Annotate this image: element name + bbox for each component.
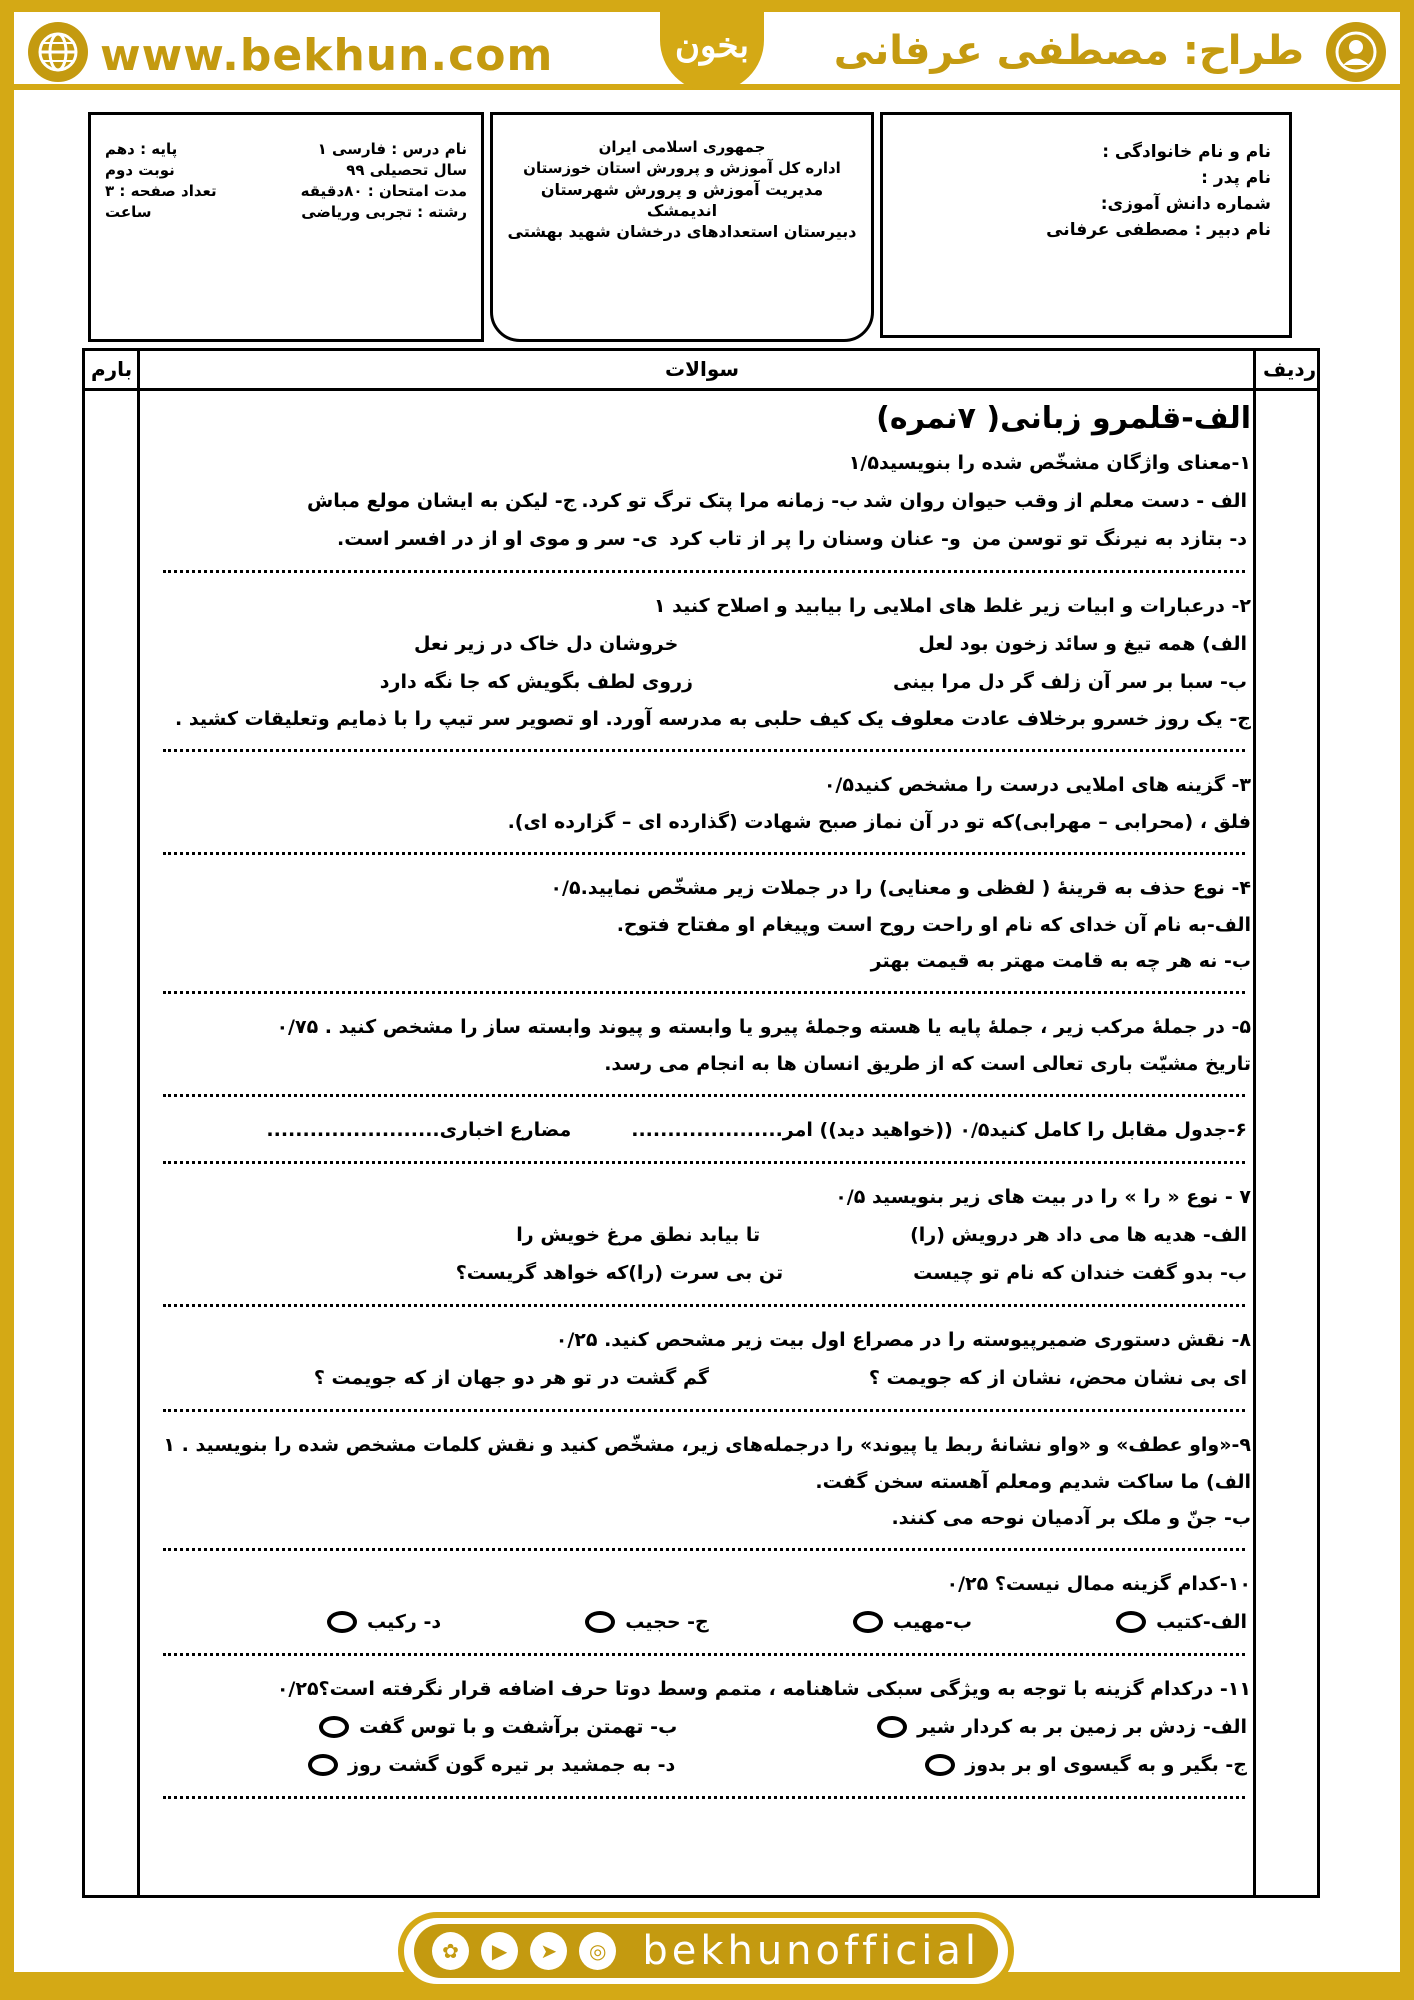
q11-a-label: الف- زدش بر زمین بر به کردار شیر xyxy=(917,1716,1247,1738)
answer-line[interactable] xyxy=(163,991,1245,994)
option-circle[interactable] xyxy=(308,1754,338,1776)
question-10: ۱۰-کدام گزینه ممال نیست؟ ۰/۲۵ xyxy=(946,1573,1251,1595)
q11-c-label: ج- بگیر و به گیسوی او بر بدوز xyxy=(965,1754,1247,1776)
time-label: ساعت xyxy=(105,203,152,221)
q10-option-d[interactable] xyxy=(327,1603,441,1641)
brand-logo: بخون xyxy=(660,0,764,92)
section-title: الف-قلمرو زبانی( ۷نمره) xyxy=(876,401,1251,436)
question-4: ۴- نوع حذف به قرینۀ ( لفظی و معنایی) را در جملات زیر مشخّص نمایید.۰/۵ xyxy=(550,877,1251,899)
subject-label: نام درس : فارسی ۱ xyxy=(317,140,467,158)
questions-content xyxy=(143,395,1265,1895)
social-bar xyxy=(414,1924,998,1978)
q10-a-label: الف-کتیب xyxy=(1156,1611,1247,1633)
org-line-5: دبیرستان استعدادهای درخشان شهید بهشتی xyxy=(507,222,857,241)
q2-b1: ب- سبا بر سر آن زلف گر دل مرا بینی xyxy=(892,671,1247,693)
q11-option-a[interactable] xyxy=(877,1708,1247,1746)
student-info-box xyxy=(880,112,1292,338)
q2-a2: خروشان دل خاک در زیر نعل xyxy=(413,633,679,655)
org-line-4: اندیمشک xyxy=(646,201,718,220)
row-column-header: ردیف xyxy=(1263,357,1317,381)
question-8: ۸- نقش دستوری ضمیرپیوسته را در مصراع اول بیت زیر مشحص کنید. ۰/۲۵ xyxy=(555,1329,1251,1351)
q1-d: د- بتازد به نیرنگ تو توسن من xyxy=(972,528,1247,550)
q2-a1: الف) همه تیغ و سائد زخون بود لعل xyxy=(918,633,1247,655)
q5-body: تاریخ مشیّت باری تعالی است که از طریق انسان ها به انجام می رسد. xyxy=(604,1053,1251,1075)
q9-a: الف) ما ساکت شدیم ومعلم آهسته سخن گفت. xyxy=(815,1471,1251,1493)
q9-b: ب- جنّ و ملک بر آدمیان نوحه می کنند. xyxy=(891,1507,1251,1529)
questions-table xyxy=(82,348,1320,1898)
q10-option-a[interactable] xyxy=(1116,1603,1247,1641)
q11-d-label: د- به جمشید بر تیره گون گشت روز xyxy=(347,1754,676,1776)
score-column-header: بارم xyxy=(91,357,133,381)
q8-b: گم گشت در تو هر دو جهان از که جویمت ؟ xyxy=(313,1367,709,1389)
field-label: رشته : تجربی وریاضی xyxy=(301,203,467,221)
question-9: ۹-«واو عطف» و «واو نشانۀ ربط یا پیوند» را درجمله‌های زیر، مشخّص کنید و نقش کلمات مشخص شده را بنویسید . ۱ xyxy=(163,1434,1251,1456)
designer-name: طراح: مصطفی عرفانی xyxy=(833,28,1304,74)
answer-line[interactable] xyxy=(163,570,1245,573)
org-line-3: مدیریت آموزش و پرورش شهرستان xyxy=(540,180,824,199)
website-url[interactable]: www.bekhun.com xyxy=(100,30,554,81)
year-label: سال تحصیلی ۹۹ xyxy=(346,161,467,179)
aparat-icon[interactable]: ✿ xyxy=(432,1932,469,1970)
question-2: ۲- درعبارات و ابیات زیر غلط های املایی را بیابید و اصلاح کنید ۱ xyxy=(653,595,1251,617)
q11-option-c[interactable] xyxy=(925,1746,1247,1784)
option-circle[interactable] xyxy=(925,1754,955,1776)
duration-label: مدت امتحان : ۸۰دقیقه xyxy=(300,182,467,200)
social-handle[interactable]: bekhunofficial xyxy=(642,1928,981,1974)
q7-a2: تا بیابد نطق مرغ خویش را xyxy=(516,1224,761,1246)
q11-b-label: ب- تهمتن برآشفت و با توس گفت xyxy=(359,1716,678,1738)
q11-option-d[interactable] xyxy=(308,1746,675,1784)
youtube-icon[interactable]: ▶ xyxy=(481,1932,518,1970)
questions-column-header: سوالات xyxy=(665,357,740,381)
score-column-divider xyxy=(137,351,140,1895)
q8-a: ای بی نشان محض، نشان از که جویمت ؟ xyxy=(868,1367,1247,1389)
grade-label: پایه : دهم xyxy=(105,140,178,158)
q10-b-label: ب-مهیب xyxy=(892,1611,973,1633)
q7-b2: تن بی سرت (را)که خواهد گریست؟ xyxy=(455,1262,784,1284)
q7-b1: ب- بدو گفت خندان که نام تو چیست xyxy=(913,1262,1247,1284)
instagram-icon[interactable]: ◎ xyxy=(579,1932,616,1970)
father-name-label: نام پدر : xyxy=(1201,168,1271,188)
q1-a: الف - دست معلم از وقب حیوان روان شد xyxy=(863,490,1247,512)
q1-f: ی- سر و موی او از در افسر است. xyxy=(337,528,658,550)
question-6: ۶-جدول مقابل را کامل کنید۰/۵ ((خواهید دید)) امر..................... xyxy=(631,1119,1247,1141)
term-label: نوبت دوم xyxy=(105,161,175,179)
answer-line[interactable] xyxy=(163,1653,1245,1656)
org-line-1: جمهوری اسلامی ایران xyxy=(598,138,766,156)
option-circle[interactable] xyxy=(327,1611,357,1633)
question-3: ۳- گزینه های املایی درست را مشخص کنید۰/۵ xyxy=(823,774,1251,796)
answer-line[interactable] xyxy=(163,1796,1245,1799)
q10-c-label: ج- حجیب xyxy=(625,1611,709,1633)
answer-line[interactable] xyxy=(163,852,1245,855)
option-circle[interactable] xyxy=(585,1611,615,1633)
q10-option-c[interactable] xyxy=(585,1603,708,1641)
question-7: ۷ - نوع « را » را در بیت های زیر بنویسید ۰/۵ xyxy=(835,1186,1251,1208)
answer-line[interactable] xyxy=(163,1409,1245,1412)
telegram-icon[interactable]: ➤ xyxy=(530,1932,567,1970)
q10-d-label: د- رکیب xyxy=(367,1611,442,1633)
option-circle[interactable] xyxy=(853,1611,883,1633)
q6-tail: مضارع اخباری........................ xyxy=(266,1119,572,1141)
answer-line[interactable] xyxy=(163,749,1245,752)
answer-line[interactable] xyxy=(163,1304,1245,1307)
question-1: ۱-معنای واژگان مشخّص شده را بنویسید۱/۵ xyxy=(848,452,1251,474)
q10-option-b[interactable] xyxy=(853,1603,972,1641)
globe-icon xyxy=(28,22,88,82)
student-name-label: نام و نام خانوادگی : xyxy=(1102,142,1271,162)
q1-c: ج- لیکن به ایشان مولع مباش xyxy=(307,490,577,512)
q7-a1: الف- هدیه ها می داد هر درویش (را) xyxy=(910,1224,1247,1246)
social-footer xyxy=(398,1912,1014,1990)
question-11: ۱۱- درکدام گزینه با توجه به ویژگی سبکی شاهنامه ، متمم وسط دوتا حرف اضافه قرار نگرفته است؟۰/۲۵ xyxy=(276,1678,1251,1700)
q3-body: فلق ، (محرابی – مهرابی)که تو در آن نماز صبح شهادت (گذارده ای – گزارده ای). xyxy=(507,811,1251,833)
student-number-label: شماره دانش آموزی: xyxy=(1100,194,1271,214)
answer-line[interactable] xyxy=(163,1094,1245,1097)
q1-e: و- عنان وسنان را پر از تاب کرد xyxy=(669,528,961,550)
pages-label: تعداد صفحه : ۳ xyxy=(105,182,217,200)
q4-b: ب- نه هر چه به قامت مهتر به قیمت بهتر xyxy=(870,950,1251,972)
teacher-name-label: نام دبیر : مصطفی عرفانی xyxy=(1046,220,1271,240)
org-line-2: اداره کل آموزش و پرورش استان خوزستان xyxy=(523,159,841,177)
answer-line[interactable] xyxy=(163,1161,1245,1164)
organization-box xyxy=(490,112,874,342)
q1-b: ب- زمانه مرا پتک ترگ تو کرد. xyxy=(581,490,859,512)
q11-option-b[interactable] xyxy=(319,1708,677,1746)
option-circle[interactable] xyxy=(1116,1611,1146,1633)
q2-c: ج- یک روز خسرو برخلاف عادت معلوف یک کیف حلبی به مدرسه آورد. او تصویر سر تیپ را با ذمایم وتعلیقات کشید . xyxy=(175,708,1251,730)
option-circle[interactable] xyxy=(877,1716,907,1738)
q2-b2: زروی لطف بگویش که جا نگه دارد xyxy=(379,671,693,693)
question-5: ۵- در جملۀ مرکب زیر ، جملۀ پایه یا هسته وجملۀ پیرو یا وابسته و پیوند وابسته ساز را مشخص کنید . ۰/۷۵ xyxy=(276,1016,1251,1038)
user-icon xyxy=(1326,22,1386,82)
option-circle[interactable] xyxy=(319,1716,349,1738)
answer-line[interactable] xyxy=(163,1548,1245,1551)
q4-a: الف-به نام آن خدای که نام او راحت روح است وپیغام او مفتاح فتوح. xyxy=(616,914,1251,936)
exam-info-box xyxy=(88,112,484,342)
